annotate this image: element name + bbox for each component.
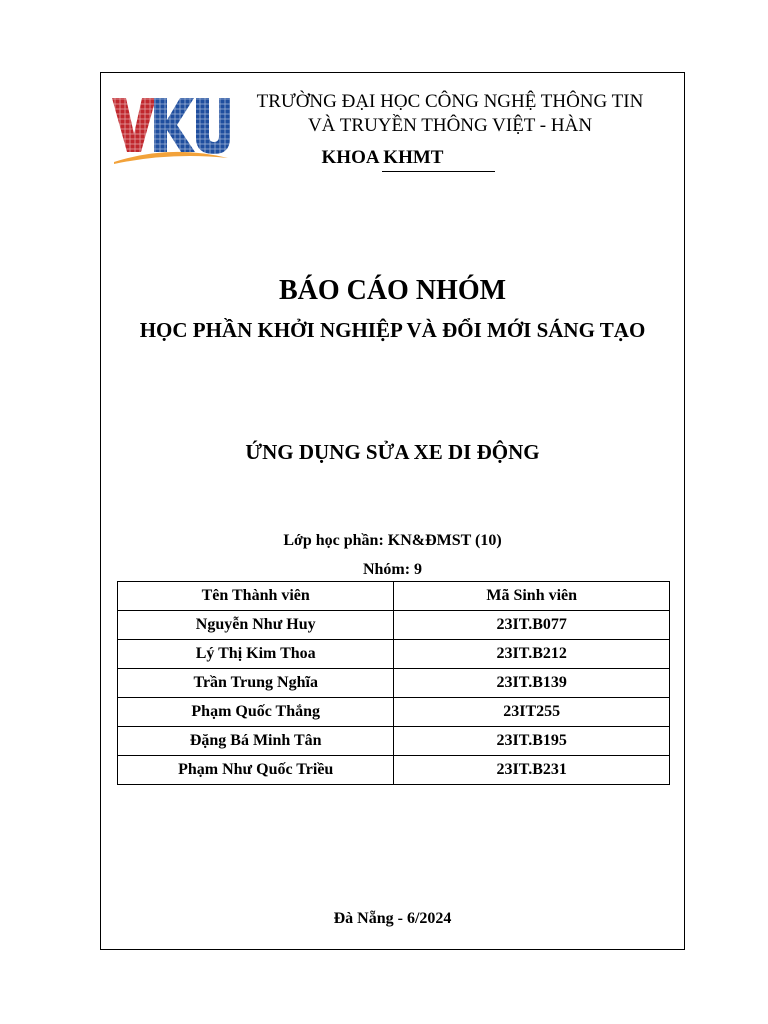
group-line: Nhóm: 9 — [362, 561, 423, 578]
faculty-underline — [382, 171, 495, 172]
student-id: 23IT255 — [394, 698, 670, 727]
member-name: Phạm Quốc Thắng — [118, 698, 394, 727]
header-student-id: Mã Sinh viên — [394, 582, 670, 611]
table-row — [118, 611, 670, 640]
member-name: Lý Thị Kim Thoa — [118, 640, 394, 669]
page-border — [100, 72, 685, 950]
vku-logo — [110, 94, 230, 166]
member-name: Trần Trung Nghĩa — [118, 669, 394, 698]
project-title: ỨNG DỤNG SỬA XE DI ĐỘNG — [245, 440, 540, 464]
class-line: Lớp học phần: KN&ĐMST (10) — [283, 532, 502, 549]
university-name-line1: TRƯỜNG ĐẠI HỌC CÔNG NGHỆ THÔNG TIN — [256, 91, 644, 112]
member-name: Phạm Như Quốc Triều — [118, 756, 394, 785]
university-name-line2: VÀ TRUYỀN THÔNG VIỆT - HÀN — [307, 115, 593, 136]
report-title: BÁO CÁO NHÓM — [278, 275, 507, 306]
faculty-name: KHOA KHMT — [321, 147, 444, 168]
student-id: 23IT.B231 — [394, 756, 670, 785]
members-table — [117, 581, 670, 785]
student-id: 23IT.B077 — [394, 611, 670, 640]
student-id: 23IT.B139 — [394, 669, 670, 698]
course-title: HỌC PHẦN KHỞI NGHIỆP VÀ ĐỔI MỚI SÁNG TẠO — [139, 318, 646, 342]
student-id: 23IT.B212 — [394, 640, 670, 669]
student-id: 23IT.B195 — [394, 727, 670, 756]
table-row — [118, 698, 670, 727]
table-row — [118, 727, 670, 756]
table-row — [118, 669, 670, 698]
table-row — [118, 640, 670, 669]
member-name: Đặng Bá Minh Tân — [118, 727, 394, 756]
table-row — [118, 756, 670, 785]
member-name: Nguyễn Như Huy — [118, 611, 394, 640]
header-member-name: Tên Thành viên — [118, 582, 394, 611]
place-date: Đà Nẵng - 6/2024 — [333, 910, 452, 927]
table-header-row — [118, 582, 670, 611]
